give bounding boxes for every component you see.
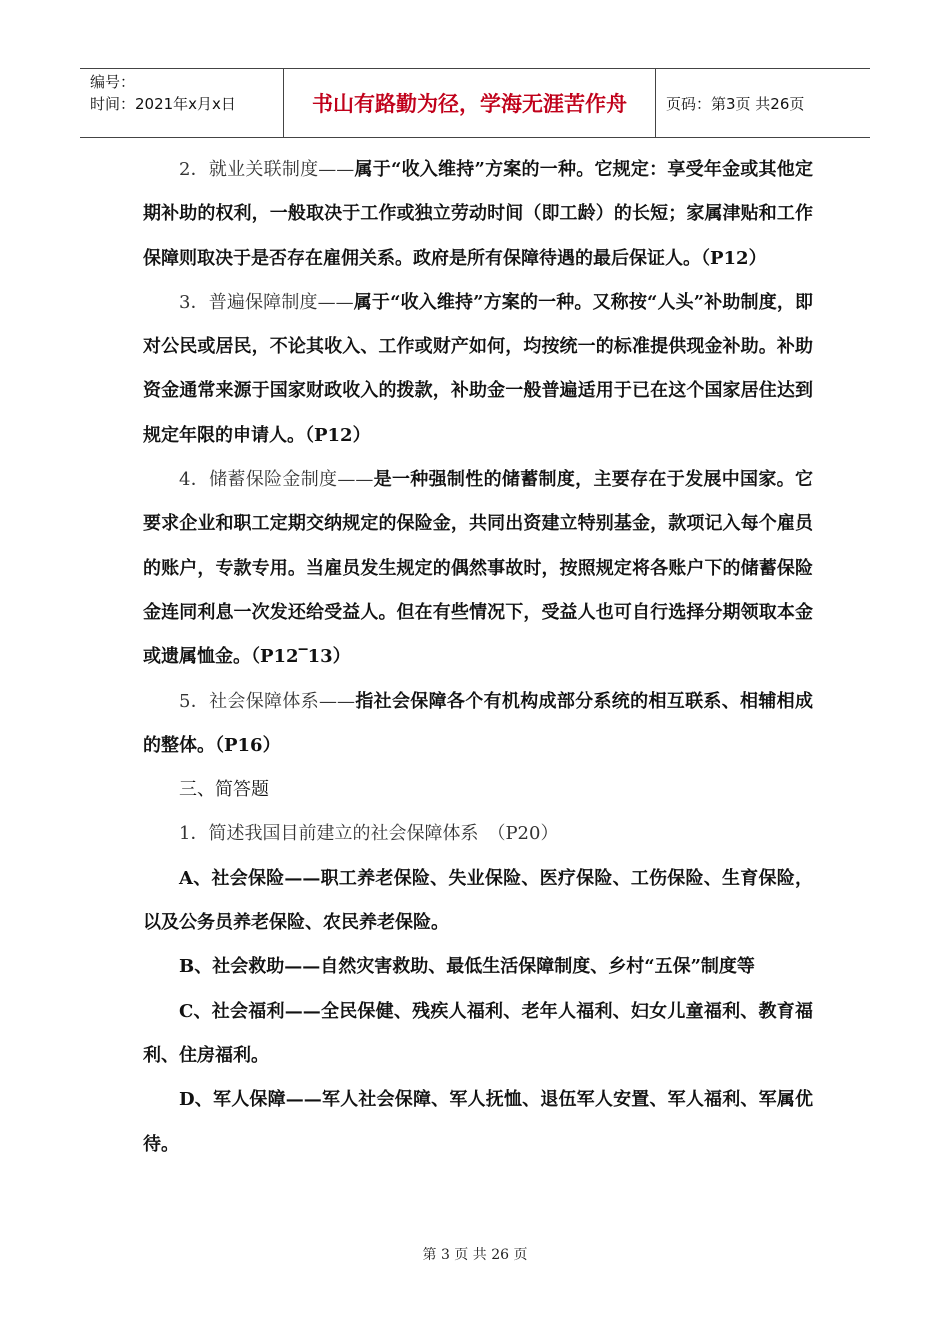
question-title: 1．简述我国目前建立的社会保障体系 （P20） [179,823,559,845]
definition-term: 3．普遍保障制度—— [179,291,354,313]
header-meta [80,69,283,137]
definition-paragraph [143,281,813,458]
answer-paragraph [143,857,813,946]
answer-paragraph [143,945,813,989]
answer-text: 职工养老保险、失业保险、医疗保险、工伤保险、生育保险，以及公务员养老保险、农民养老保险。 [143,867,814,934]
answer-label: C、社会福利—— [179,1000,321,1022]
answer-text: 全民保健、残疾人福利、老年人福利、妇女儿童福利、教育福利、住房福利。 [143,1000,814,1066]
definition-paragraph [143,680,813,769]
page-footer: 第 3 页 共 26 页 [422,1247,528,1263]
definition-text: 属于“收入维持”方案的一种。又称按“人头”补助制度，即对公民或居民，不论其收入、工作或财产如何，均按统一的标准提供现金补助。补助资金通常来源于国家财政收入的拨款，补助金一般普遍适用于已在这个国家居住达到规定年限的申请人。（P12） [143,291,813,446]
definition-text: 指社会保障各个有机构成部分系统的相互联系、相辅相成的整体。（P16） [143,690,814,756]
answer-paragraph [143,1078,813,1167]
answer-text: 军人社会保障、军人抚恤、退伍军人安置、军人福利、军属优待。 [143,1089,814,1155]
answer-text: 自然灾害救助、最低生活保障制度、乡村“五保”制度等 [320,956,755,978]
section-title: 三、简答题 [179,779,269,801]
time-label: 时间：2021年x月x日 [90,95,236,113]
answer-label: B、社会救助—— [179,956,321,978]
definition-paragraph [143,148,813,281]
definition-text: 属于“收入维持”方案的一种。它规定：享受年金或其他定期补助的权利，一般取决于工作或独立劳动时间（即工龄）的长短；家属津贴和工作保障则取决于是否存在雇佣关系。政府是所有保障待遇的最后保证人。（P12） [143,159,813,269]
document-body [143,148,813,1167]
header-page-info: 页码：第3页 共26页 [666,94,805,113]
answer-label: A、社会保险—— [179,867,321,889]
definition-term: 5．社会保障体系—— [179,690,356,712]
answer-label: D、军人保障—— [179,1089,322,1111]
header-motto: 书山有路勤为径，学海无涯苦作舟 [283,69,656,137]
definition-text: 是一种强制性的储蓄制度，主要存在于发展中国家。它要求企业和职工定期交纳规定的保险金，共同出资建立特别基金，款项记入每个雇员的账户，专款专用。当雇员发生规定的偶然事故时，按照规定将各账户下的储蓄保险金连同利息一次发还给受益人。但在有些情况下，受益人也可自行选择分期领取本金或遗属恤金。（P12‾13） [143,469,813,668]
definition-term: 4．储蓄保险金制度—— [179,469,374,491]
definition-term: 2．就业关联制度—— [179,159,355,180]
definition-paragraph [143,458,813,679]
number-label: 编号： [90,73,136,91]
answer-paragraph [143,990,813,1079]
page-header [80,68,870,138]
